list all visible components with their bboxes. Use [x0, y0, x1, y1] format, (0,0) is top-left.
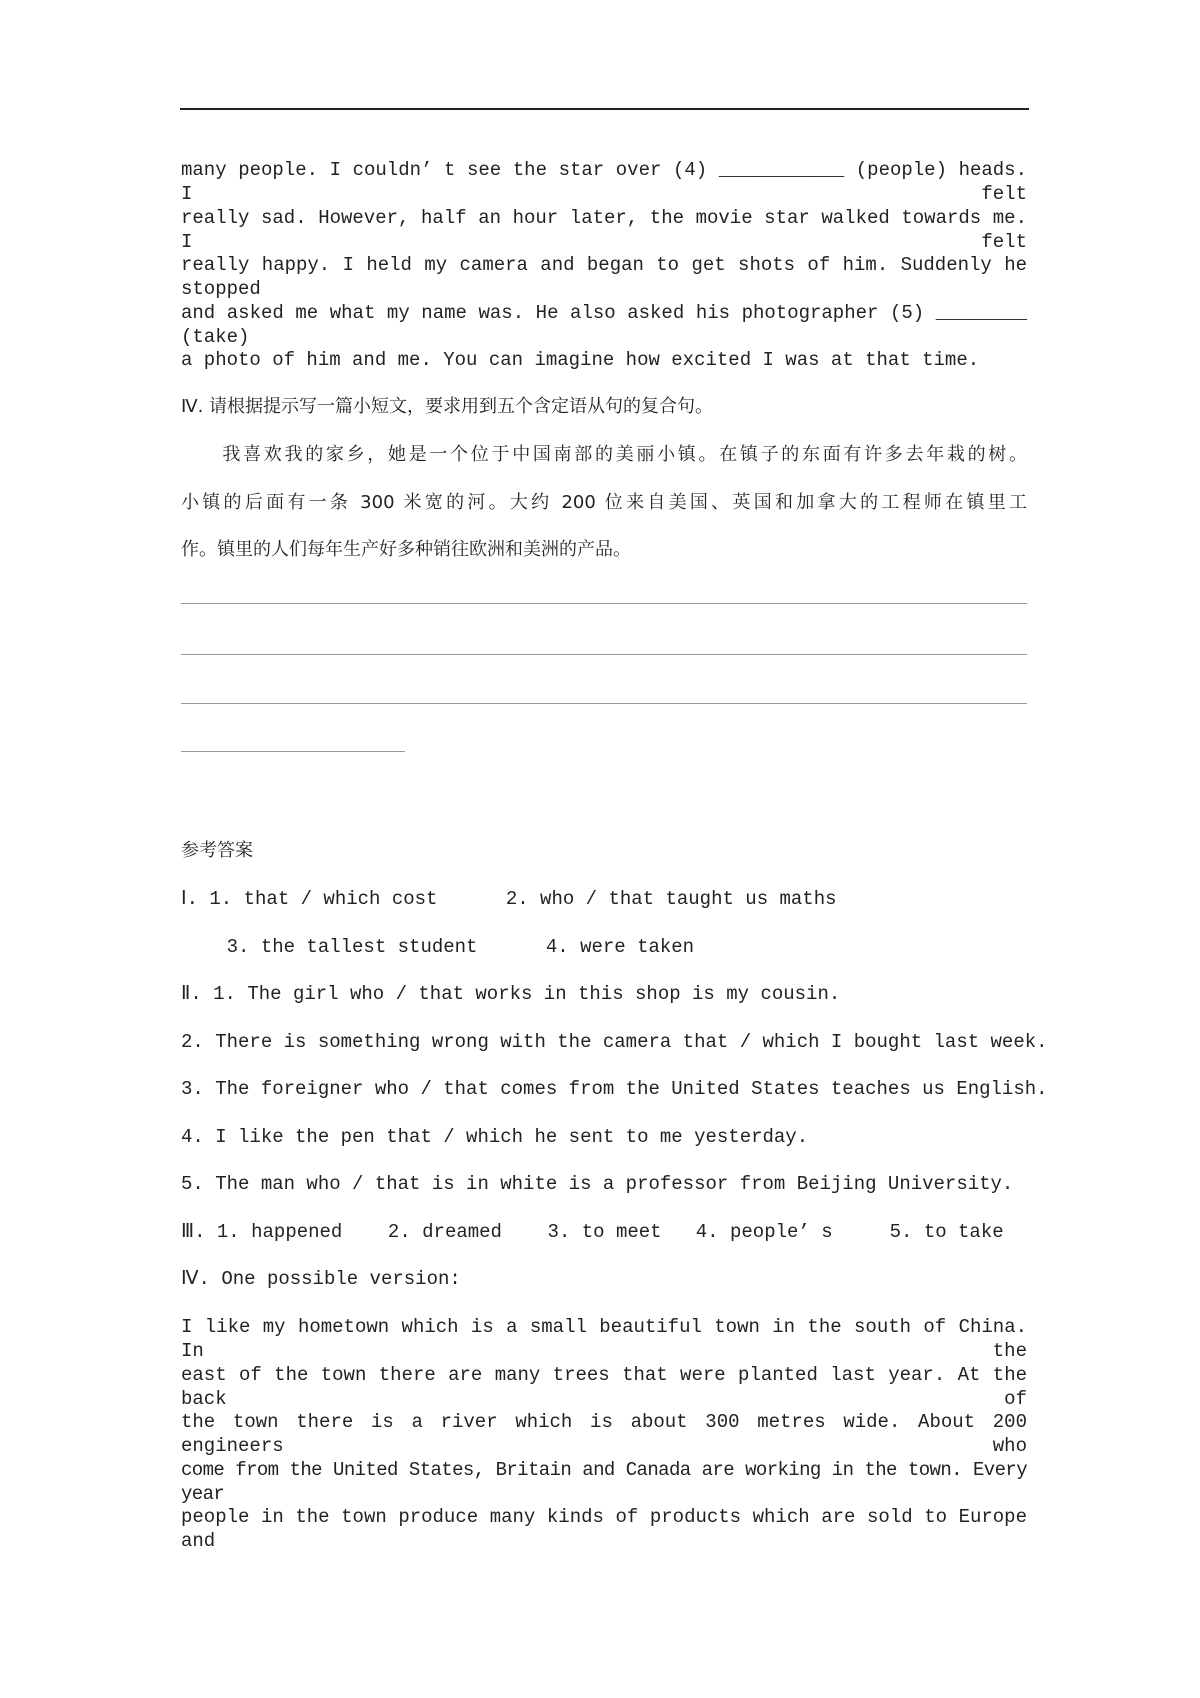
answer-blank-line[interactable] — [181, 654, 1027, 655]
version-line: east of the town there are many trees that were planted last year. At the back of — [181, 1364, 1027, 1410]
passage-line: many people. I couldn’ t see the star over (4) ___________ (people) heads. I felt — [181, 159, 1027, 205]
passage-line: a photo of him and me. You can imagine how excited I was at that time. — [181, 349, 980, 371]
answer-line: Ⅰ. 1. that / which cost 2. who / that taught us maths — [181, 888, 837, 910]
answer-line: 2. There is something wrong with the camera that / which I bought last week. — [181, 1031, 1048, 1053]
answer-line: 4. I like the pen that / which he sent to me yesterday. — [181, 1126, 809, 1148]
version-line: people in the town produce many kinds of products which are sold to Europe and — [181, 1506, 1027, 1552]
answer-blank-line[interactable] — [181, 751, 405, 752]
answer-line: 3. the tallest student 4. were taken — [181, 936, 695, 958]
answer-blank-line[interactable] — [181, 603, 1027, 604]
passage-line: and asked me what my name was. He also asked his photographer (5) ________ (take) — [181, 302, 1027, 348]
section4-text: 作。镇里的人们每年生产好多种销往欧洲和美洲的产品。 — [181, 539, 631, 560]
answer-line: Ⅱ. 1. The girl who / that works in this shop is my cousin. — [181, 983, 841, 1005]
version-line: I like my hometown which is a small beautiful town in the south of China. In the — [181, 1316, 1027, 1362]
section4-text: 我喜欢我的家乡，她是一个位于中国南部的美丽小镇。在镇子的东面有许多去年栽的树。 — [181, 444, 1027, 465]
answer-line: Ⅲ. 1. happened 2. dreamed 3. to meet 4. people’ s 5. to take — [181, 1221, 1004, 1243]
section4-text: 小镇的后面有一条 300 米宽的河。大约 200 位来自美国、英国和加拿大的工程师在镇里工 — [181, 492, 1027, 513]
passage-line: really happy. I held my camera and began to get shots of him. Suddenly he stopped — [181, 254, 1027, 300]
version-line: come from the United States, Britain and Canada are working in the town. Every year — [181, 1459, 1027, 1505]
answer-line: 3. The foreigner who / that comes from the United States teaches us English. — [181, 1078, 1048, 1100]
answers-title: 参考答案 — [181, 840, 253, 861]
answer-line: 5. The man who / that is in white is a professor from Beijing University. — [181, 1173, 1014, 1195]
section4-prompt: Ⅳ. 请根据提示写一篇小短文，要求用到五个含定语从句的复合句。 — [181, 396, 714, 417]
header-rule — [180, 108, 1029, 110]
answer-blank-line[interactable] — [181, 703, 1027, 704]
passage-line: really sad. However, half an hour later, the movie star walked towards me. I felt — [181, 207, 1027, 253]
version-line: the town there is a river which is about 300 metres wide. About 200 engineers who — [181, 1411, 1027, 1457]
answer-line: Ⅳ. One possible version: — [181, 1268, 461, 1290]
